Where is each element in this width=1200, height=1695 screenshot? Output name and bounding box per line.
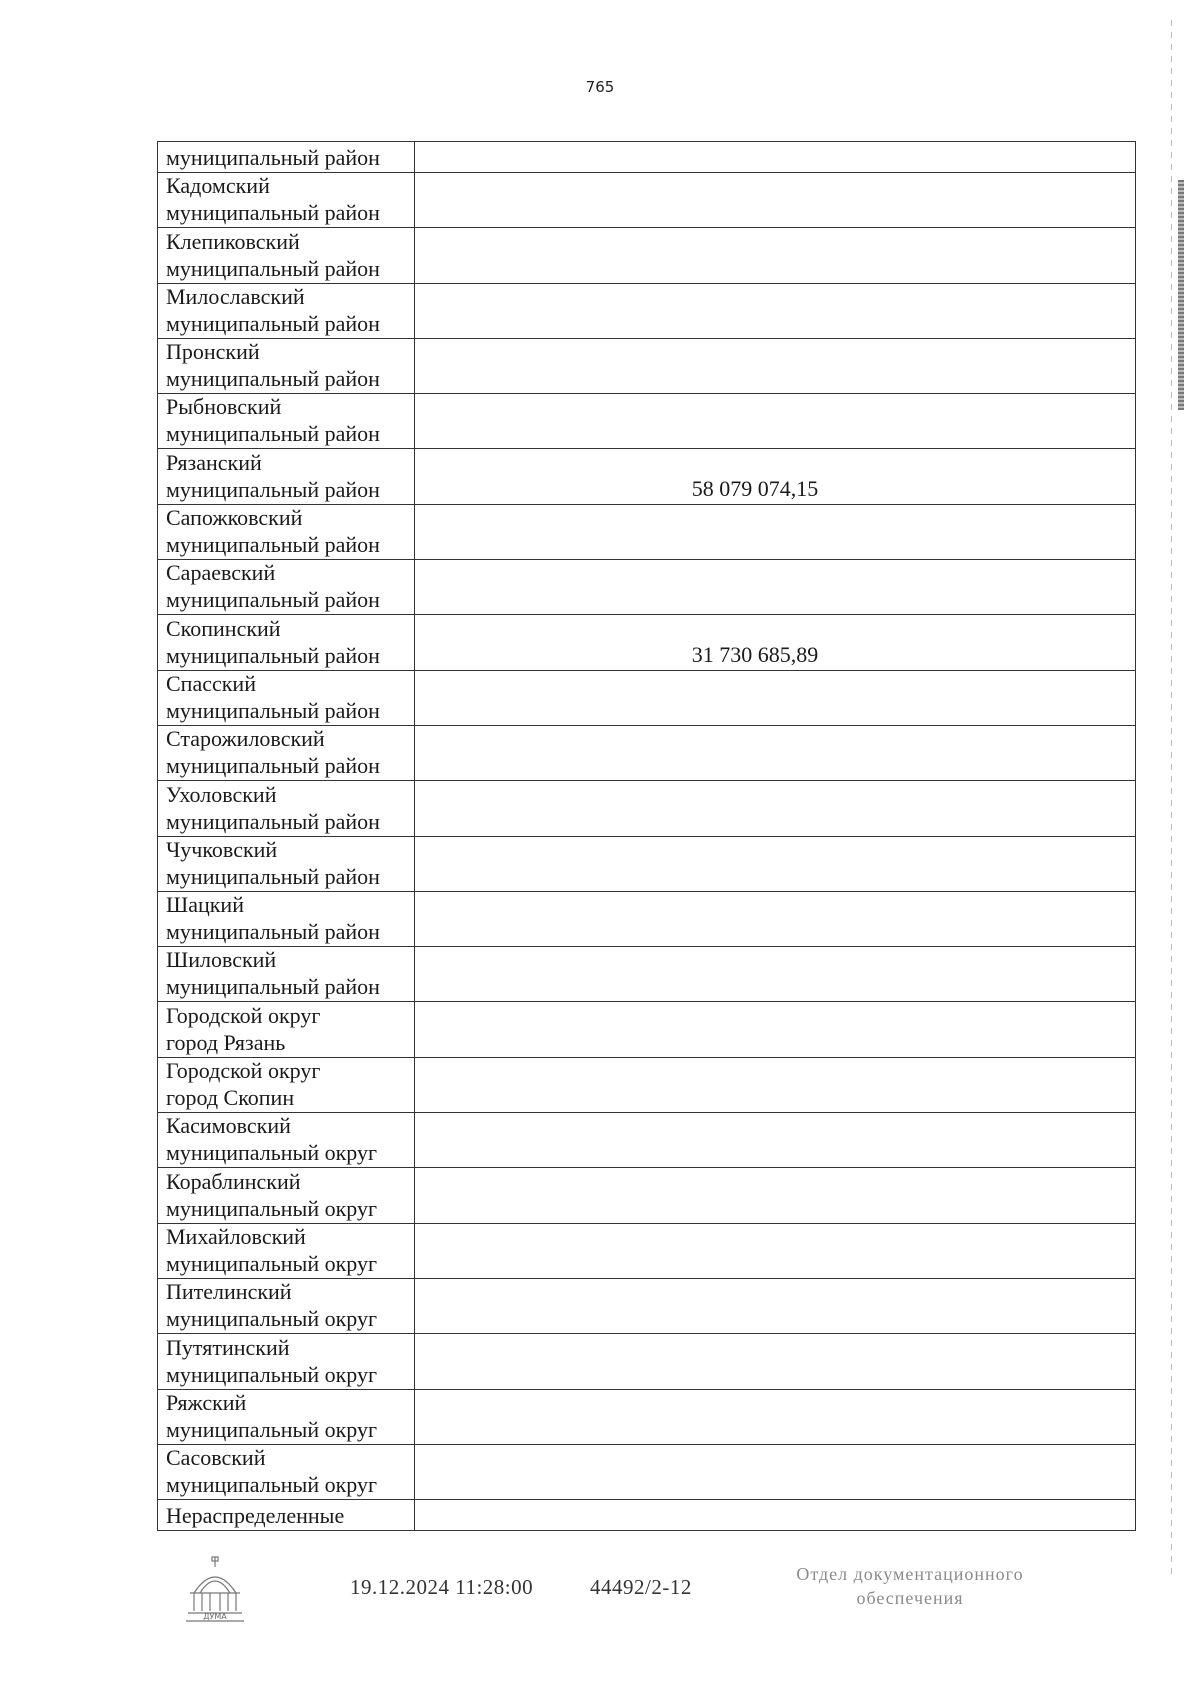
district-name-line: муниципальный район [166, 200, 380, 226]
district-name-line: муниципальный район [166, 145, 380, 170]
amount-cell [415, 1279, 1135, 1333]
district-name-line: Сасовский [166, 1445, 266, 1471]
district-name-line: Касимовский [166, 1113, 291, 1139]
table-row [158, 505, 1135, 560]
district-name-line: муниципальный округ [166, 1250, 378, 1276]
table-row [158, 142, 1135, 173]
district-name-cell [158, 1168, 415, 1222]
district-name-line: Ухоловский [166, 781, 277, 807]
stamp-line-1: Отдел документационного [796, 1564, 1024, 1584]
district-name-cell [158, 892, 415, 946]
district-name-cell [158, 1113, 415, 1167]
amount-cell [415, 892, 1135, 946]
district-name-line: муниципальный район [166, 310, 380, 336]
table-row [158, 173, 1135, 228]
district-name-cell [158, 781, 415, 835]
district-name-line: Ряжский [166, 1389, 247, 1415]
district-name-cell [158, 671, 415, 725]
district-name-cell [158, 284, 415, 338]
district-name-line: Пителинский [166, 1279, 292, 1305]
amount-cell [415, 339, 1135, 393]
svg-text:ДУМА: ДУМА [203, 1612, 227, 1621]
district-name-cell [158, 1002, 415, 1056]
table-row [158, 1334, 1135, 1389]
page-number: 765 [585, 78, 615, 96]
amount-cell [415, 142, 1135, 172]
district-name-line: Клепиковский [166, 228, 300, 254]
district-name-line: Городской округ [166, 1058, 321, 1084]
district-name-line: Кадомский [166, 173, 270, 199]
district-name-line: муниципальный район [166, 753, 380, 779]
district-name-line: муниципальный округ [166, 1306, 378, 1332]
district-name-line: муниципальный район [166, 476, 380, 502]
district-name-line: Милославский [166, 283, 305, 309]
table-row [158, 228, 1135, 283]
amount-cell [415, 560, 1135, 614]
district-name-cell [158, 1500, 415, 1530]
district-name-line: Шацкий [166, 892, 244, 918]
table-row [158, 1058, 1135, 1113]
amount-cell [415, 394, 1135, 448]
district-name-cell [158, 1390, 415, 1444]
scan-artifact-edge [1178, 180, 1184, 410]
district-name-line: муниципальный округ [166, 1472, 378, 1498]
table-row [158, 1279, 1135, 1334]
district-name-cell [158, 1279, 415, 1333]
table-row [158, 1168, 1135, 1223]
district-name-cell [158, 560, 415, 614]
district-name-cell [158, 449, 415, 503]
table-row [158, 947, 1135, 1002]
amount-cell [415, 781, 1135, 835]
table-row [158, 1002, 1135, 1057]
district-name-cell [158, 173, 415, 227]
duma-logo-icon [180, 1555, 250, 1625]
district-name-line: муниципальный округ [166, 1416, 378, 1442]
district-name-cell [158, 142, 415, 172]
district-name-line: муниципальный район [166, 697, 380, 723]
amount-cell [415, 837, 1135, 891]
district-name-line: Скопинский [166, 615, 281, 641]
amount-cell [415, 671, 1135, 725]
district-name-line: Нераспределенные [166, 1503, 345, 1529]
district-name-line: муниципальный округ [166, 1195, 378, 1221]
table-row [158, 560, 1135, 615]
district-name-line: Пронский [166, 339, 260, 365]
amount-cell [415, 1113, 1135, 1167]
district-name-cell [158, 726, 415, 780]
amount-cell [415, 228, 1135, 282]
amount-cell [415, 1390, 1135, 1444]
district-name-line: Рязанский [166, 449, 262, 475]
district-name-line: Рыбновский [166, 394, 282, 420]
table-row [158, 892, 1135, 947]
district-name-cell [158, 394, 415, 448]
district-name-cell [158, 339, 415, 393]
table-row [158, 1390, 1135, 1445]
district-name-cell [158, 1058, 415, 1112]
table-row [158, 1113, 1135, 1168]
stamp-line-2: обеспечения [856, 1588, 964, 1608]
district-name-cell [158, 1334, 415, 1388]
district-name-cell [158, 615, 415, 669]
distribution-table [157, 141, 1136, 1531]
district-name-line: Чучковский [166, 836, 278, 862]
table-row [158, 1500, 1135, 1531]
footer-reference: 44492/2-12 [590, 1575, 692, 1599]
amount-cell [415, 1002, 1135, 1056]
district-name-line: муниципальный район [166, 421, 380, 447]
district-name-line: Спасский [166, 670, 256, 696]
table-row [158, 615, 1135, 670]
district-name-line: город Скопин [166, 1085, 295, 1111]
district-name-cell [158, 837, 415, 891]
amount-cell: 58 079 074,15 [691, 475, 819, 501]
district-name-line: город Рязань [166, 1029, 286, 1055]
district-name-line: Шиловский [166, 947, 277, 973]
district-name-line: Михайловский [166, 1223, 306, 1249]
table-row [158, 394, 1135, 449]
district-name-line: муниципальный район [166, 808, 380, 834]
amount-cell [415, 1334, 1135, 1388]
amount-cell [415, 284, 1135, 338]
amount-cell [415, 1445, 1135, 1499]
amount-cell [415, 1224, 1135, 1278]
amount-cell [415, 947, 1135, 1001]
amount-cell [415, 1058, 1135, 1112]
district-name-cell [158, 1224, 415, 1278]
amount-cell [415, 726, 1135, 780]
table-row [158, 837, 1135, 892]
table-row [158, 339, 1135, 394]
district-name-line: муниципальный район [166, 919, 380, 945]
district-name-line: Кораблинский [166, 1168, 301, 1194]
district-name-line: муниципальный район [166, 587, 380, 613]
scan-artifact-line [1171, 20, 1172, 1580]
amount-cell [415, 173, 1135, 227]
district-name-cell [158, 228, 415, 282]
district-name-line: Городской округ [166, 1002, 321, 1028]
amount-cell [415, 1500, 1135, 1530]
table-row [158, 726, 1135, 781]
table-row [158, 1224, 1135, 1279]
district-name-line: муниципальный район [166, 863, 380, 889]
district-name-line: муниципальный район [166, 366, 380, 392]
district-name-cell [158, 505, 415, 559]
amount-cell [415, 1168, 1135, 1222]
district-name-line: муниципальный район [166, 532, 380, 558]
table-row [158, 449, 1135, 504]
district-name-line: Сапожковский [166, 505, 303, 531]
district-name-line: муниципальный округ [166, 1361, 378, 1387]
district-name-line: Путятинский [166, 1334, 290, 1360]
district-name-line: муниципальный район [166, 642, 380, 668]
district-name-cell [158, 1445, 415, 1499]
district-name-cell [158, 947, 415, 1001]
amount-cell [415, 505, 1135, 559]
district-name-line: муниципальный район [166, 974, 380, 1000]
district-name-line: Сараевский [166, 560, 276, 586]
amount-cell: 31 730 685,89 [691, 641, 819, 667]
district-name-line: муниципальный район [166, 255, 380, 281]
table-row [158, 671, 1135, 726]
district-name-line: муниципальный округ [166, 1140, 378, 1166]
table-row [158, 781, 1135, 836]
footer-datetime: 19.12.2024 11:28:00 [350, 1575, 534, 1599]
table-row [158, 1445, 1135, 1500]
table-row [158, 284, 1135, 339]
department-stamp [760, 1562, 1060, 1610]
district-name-line: Старожиловский [166, 726, 325, 752]
